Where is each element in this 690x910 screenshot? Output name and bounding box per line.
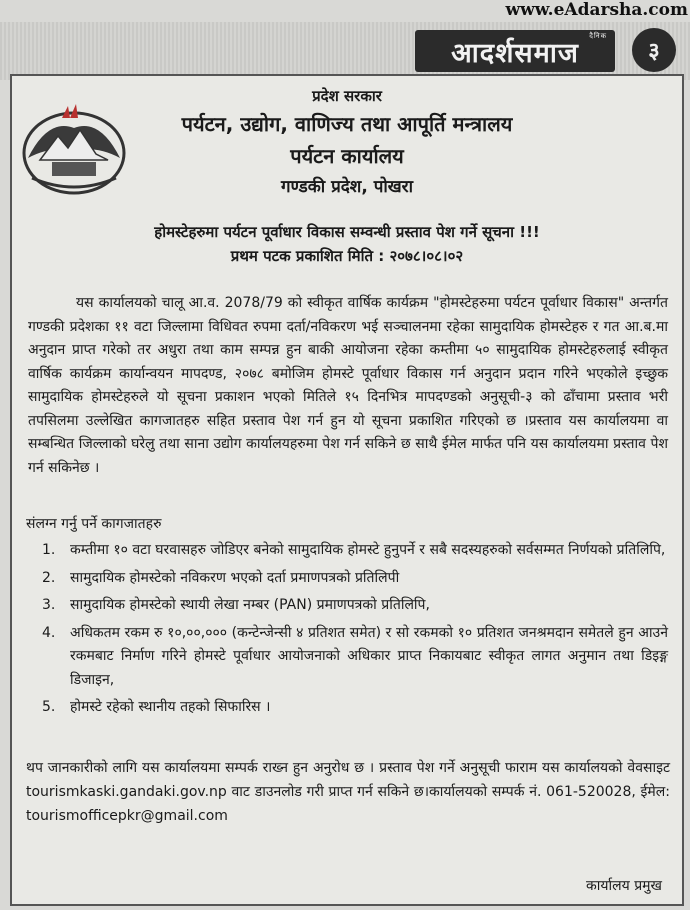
office-name: पर्यटन कार्यालय (290, 144, 404, 168)
page-number-badge: ३ (632, 28, 676, 72)
notice-body (28, 292, 668, 480)
office-location: गण्डकी प्रदेश, पोखरा (280, 177, 414, 197)
masthead-tagline: दैनिक (589, 32, 607, 40)
list-item-text: सामुदायिक होमस्टेको स्थायी लेखा नम्बर (PAN) प्रमाणपत्रको प्रतिलिपि, (70, 597, 430, 613)
list-item (42, 622, 668, 693)
body-paragraph: यस कार्यालयको चालू आ.व. 2078/79 को स्वीकृत वार्षिक कार्यक्रम "होमस्टेहरुमा पर्यटन पूर्वाधार विकास" अन्तर्गत गण्डकी प्रदेशका ११ वटा जिल्लामा विधिवत रुपमा दर्ता/नविकरण भई सञ्चालनमा रहेका सामुदायिक होमस्टेहरु र गत आ.ब.मा अनुदान प्राप्त गरेको तर अधुरा तथा काम सम्पन्न हुन बाकी आयोजना रहेका कम्तीमा ५० सामुदायिक होमस्टेहरुलाई स्वीकृत वार्षिक कार्यक्रम कार्यान्वयन मापदण्ड, २०७८ बमोजिम होमस्टे पूर्वाधार विकास गर्न अनुदान प्रदान गरिने भएकोले इच्छुक सामुदायिक होमस्टेहरुले यो सूचना प्रकाशन भएको मितिले १५ दिनभित्र मापदण्डको अनुसूची-३ को ढाँचामा प्रस्ताव भरी तपसिलमा उल्लेखित कागजातहरु सहित प्रस्ताव पेश गर्न हुन यो सूचना प्रकाशित गरिएको छ ।प्रस्ताव यस कार्यालयमा वा सम्बन्धित जिल्लाको घरेलु तथा साना उद्योग कार्यालयहरुमा पेश गर्न सकिने छ साथै ईमेल मार्फत पनि यस कार्यालयमा प्रस्ताव पेश गर्न सकिनेछ । (28, 295, 668, 476)
list-item (42, 567, 668, 591)
attachments-title: संलग्न गर्नु पर्ने कागजातहरु (26, 516, 162, 532)
masthead-name: आदर्शसमाज (451, 37, 579, 69)
ministry-name: पर्यटन, उद्योग, वाणिज्य तथा आपूर्ति मन्त्रालय (181, 112, 513, 136)
site-url[interactable]: www.eAdarsha.com (505, 0, 688, 20)
list-item-text: अधिकतम रकम रु १०,००,००० (कन्टेन्जेन्सी ४ प्रतिशत समेत) र सो रकमको १० प्रतिशत जनश्रमदान समेतले हुन आउने रकमबाट निर्माण गरिने होमस्टे पूर्वाधार आयोजनाको अधिकार प्राप्त निकायबाट स्वीकृत लागत अनुमान तथा डिइङ्ग डिजाइन, (70, 624, 668, 688)
notice-box (10, 74, 684, 906)
list-item-text: सामुदायिक होमस्टेको नविकरण भएको दर्ता प्रमाणपत्रको प्रतिलिपी (70, 569, 400, 586)
list-item-number: 3. (42, 597, 56, 613)
notice-title: होमस्टेहरुमा पर्यटन पूर्वाधार विकास सम्वन्धी प्रस्ताव पेश गर्ने सूचना !!! (154, 223, 540, 241)
attachments-list (42, 539, 668, 724)
list-item-text: होमस्टे रहेको स्थानीय तहको सिफारिस । (70, 699, 271, 715)
masthead-logo (415, 30, 615, 72)
footer-contact: थप जानकारीको लागि यस कार्यालयमा सम्पर्क राख्न हुन अनुरोध छ । प्रस्ताव पेश गर्ने अनुसूची फाराम यस कार्यालयको वेवसाइट tourismkaski.gandaki.gov.np वाट डाउनलोड गरी प्राप्त गर्न सकिने छ।कार्यालयको सम्पर्क नं. 061-520028, ईमेल: tourismofficepkr@gmail.com (26, 760, 670, 824)
list-item-text: कम्तीमा १० वटा घरवासहरु जोडिएर बनेको सामुदायिक होमस्टे हुनुपर्ने र सबै सदस्यहरुको सर्वसम्मत निर्णयको प्रतिलिपि, (70, 542, 666, 558)
list-item-number: 5. (42, 699, 56, 715)
list-item-number: 1. (42, 542, 56, 558)
signature: कार्यालय प्रमुख (586, 878, 662, 894)
list-item (42, 594, 668, 618)
publish-date: प्रथम पटक प्रकाशित मिति : २०७८।०८।०२ (230, 247, 464, 265)
list-item (42, 539, 668, 563)
list-item-number: 2. (42, 569, 56, 586)
government-label: प्रदेश सरकार (312, 87, 382, 105)
list-item-number: 4. (42, 624, 56, 641)
list-item (42, 696, 668, 720)
